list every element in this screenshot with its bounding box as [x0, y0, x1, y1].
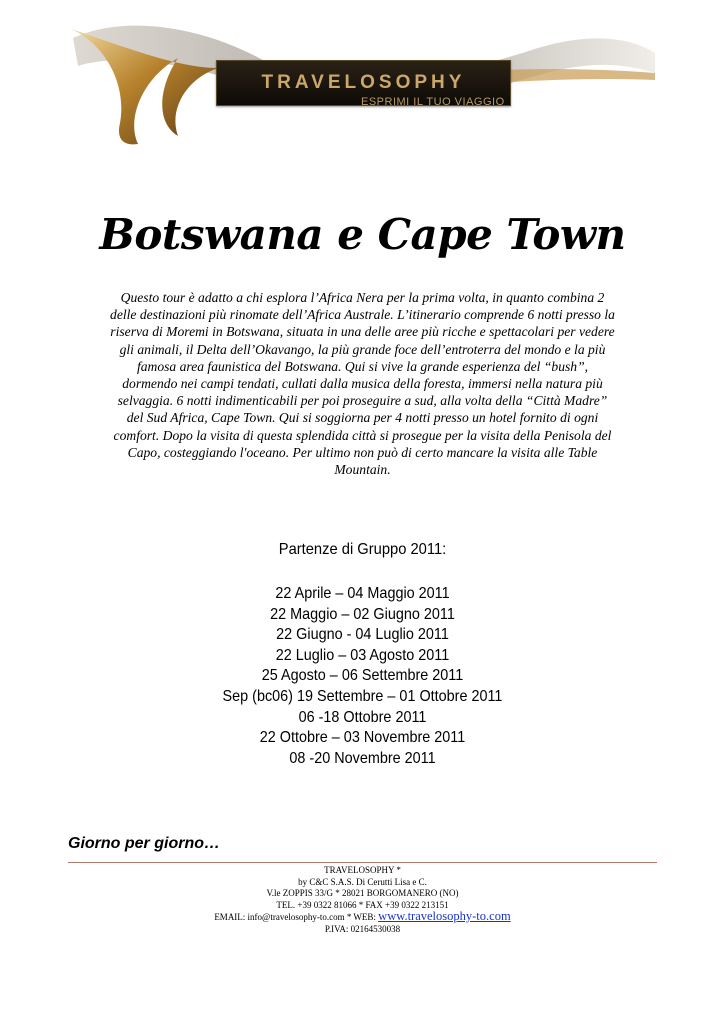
- departures-heading: Partenze di Gruppo 2011:: [278, 541, 447, 558]
- day-by-day-heading: Giorno per giorno…: [68, 835, 220, 852]
- footer: [0, 865, 725, 936]
- footer-contact: [0, 911, 725, 924]
- website-link[interactable]: www.travelosophy-to.com: [378, 909, 511, 924]
- departure-date: 22 Giugno - 04 Luglio 2011: [276, 626, 449, 644]
- departure-date: Sep (bc06) 19 Settembre – 01 Ottobre 2011: [222, 687, 503, 705]
- departure-date: 08 -20 Novembre 2011: [289, 749, 436, 767]
- footer-legal-name: by C&C S.A.S. Di Cerutti Lisa e C.: [298, 876, 427, 887]
- departure-dates-list: [0, 584, 725, 769]
- departure-date: 22 Luglio – 03 Agosto 2011: [275, 646, 450, 664]
- departure-date: 22 Maggio – 02 Giugno 2011: [270, 605, 455, 623]
- footer-divider: [68, 862, 657, 863]
- departure-date: 22 Aprile – 04 Maggio 2011: [275, 585, 450, 602]
- footer-company: TRAVELOSOPHY *: [324, 865, 401, 875]
- brand-tagline: ESPRIMI IL TUO VIAGGIO: [361, 96, 505, 108]
- footer-phone: TEL. +39 0322 81066 * FAX +39 0322 213151: [276, 899, 449, 910]
- departure-date: 25 Agosto – 06 Settembre 2011: [261, 667, 464, 685]
- intro-paragraph: Questo tour è adatto a chi esplora l’Africa Nera per la prima volta, in quanto combina 2 delle destinazioni più rinomate dell’Africa Australe. L’itinerario comprende 6 notti presso la riserva di Moremi in Botswana, situata in una delle aree più ricche e spettacolari per vedere gli animali, il Delta dell’Okavango, la più grande foce dell’entroterra del mondo e la più famosa area faunistica del Botswana. Qui si vive la grande esperienza del “bush”, dormendo nei campi tendati, cullati dalla musica della foresta, immersi nella natura più selvaggia. 6 notti indimenticabili per poi proseguire a sud, alla volta della “Città Madre” del Sud Africa, Cape Town. Qui si soggiorna per 4 notti presso un hotel fornito di ogni comfort. Dopo la visita di questa splendida città si prosegue per la visita della Penisola del Capo, costeggiando l'oceano. Per ultimo non può di certo mancare la visita alle Table Mountain.: [110, 290, 615, 478]
- footer-email: EMAIL: info@travelosophy-to.com * WEB:: [214, 912, 379, 923]
- footer-vat: P.IVA: 02164530038: [324, 923, 401, 934]
- logo-text: TRAVELOSOPHY: [261, 72, 466, 93]
- footer-address: V.le ZOPPIS 33/G * 28021 BORGOMANERO (NO): [266, 888, 459, 899]
- header-banner: [68, 18, 655, 148]
- page-title: Botswana e Cape Town: [99, 210, 626, 259]
- departure-date: 06 -18 Ottobre 2011: [298, 708, 427, 726]
- departure-date: 22 Ottobre – 03 Novembre 2011: [259, 729, 466, 747]
